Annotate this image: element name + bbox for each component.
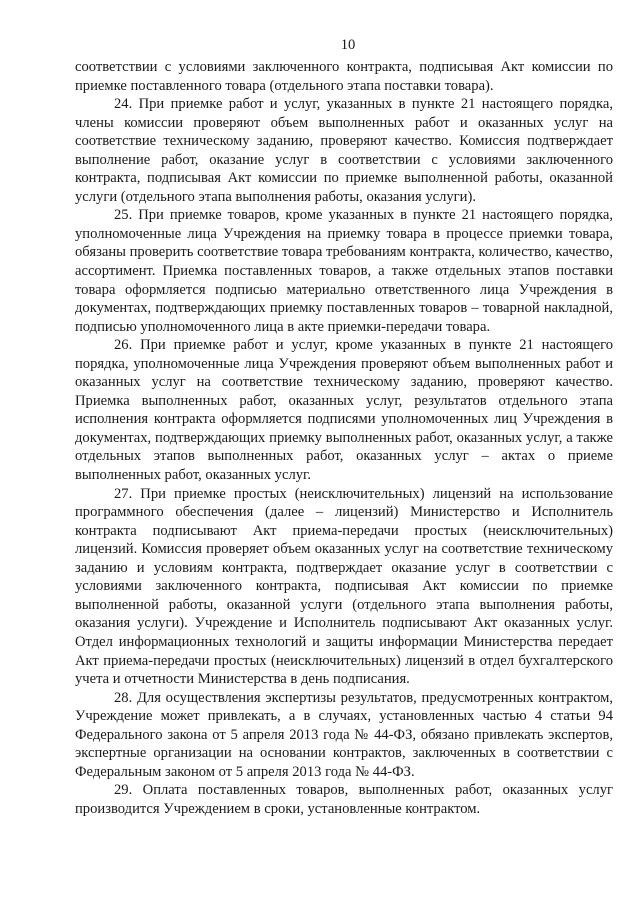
paragraph-6: 28. Для осуществления экспертизы результатов, предусмотренных контрактом, Учреждение может привлекать, а в случаях, установленных частью 4 статьи 94 Федерального закона от 5 апреля 2013 года № 44-ФЗ, обязано привлекать экспертов, экспертные организации на основании контрактов, заключенных в соответствии с Федеральным законом от 5 апреля 2013 года № 44-ФЗ. xyxy=(75,689,613,780)
paragraph-5: 27. При приемке простых (неисключительных) лицензий на использование программного обеспечения (далее – лицензий) Министерство и Исполнитель контракта подписывают Акт приема-передачи простых (неисключительных) лицензий. Комиссия проверяет объем оказанных услуг на соответствие техническому заданию и условиям контракта, подтверждает оказание услуг в соответствии с условиями заключенного контракта, подписывая Акт комиссии по приемке выполненной работы, оказанной услуги (отдельного этапа выполнения работы, оказания услуги). Учреждение и Исполнитель подписывают Акт оказанных услуг. Отдел информационных технологий и защиты информации Министерства передает Акт приема-передачи простых (неисключительных) лицензий в отдел бухгалтерского учета и отчетности Министерства в день подписания. xyxy=(75,485,613,688)
paragraph-4: 26. При приемке работ и услуг, кроме указанных в пункте 21 настоящего порядка, уполномоченные лица Учреждения проверяют объем выполненных работ и оказанных услуг на соответствие техническому заданию, проверяют качество. Приемка выполненных работ, оказанных услуг, результатов отдельного этапа исполнения контракта оформляется подписями уполномоченных лиц Учреждения в документах, подтверждающих приемку выполненных работ, оказанных услуг, а также отдельных этапов выполненных работ, оказанных услуг – актах о приеме выполненных работ, оказанных услуг. xyxy=(75,337,613,484)
page-number: 10 xyxy=(340,37,356,53)
document-body xyxy=(75,58,613,818)
paragraph-3: 25. При приемке товаров, кроме указанных в пункте 21 настоящего порядка, уполномоченные лица Учреждения на приемку товара в процессе приемки товара, обязаны проверить соответствие товара требованиям контракта, количество, качество, ассортимент. Приемка поставленных товаров, а также отдельных этапов поставки товара оформляется подписью материально ответственного лица Учреждения в документах, подтверждающих приемку поставленных товаров – товарной накладной, подписью уполномоченного лица в акте приемки-передачи товара. xyxy=(75,207,613,335)
paragraph-1: соответствии с условиями заключенного контракта, подписывая Акт комиссии по приемке поставленного товара (отдельного этапа поставки товара). xyxy=(75,59,613,94)
document-page xyxy=(75,34,613,818)
paragraph-7: 29. Оплата поставленных товаров, выполненных работ, оказанных услуг производится Учреждением в сроки, установленные контрактом. xyxy=(75,782,613,817)
paragraph-2: 24. При приемке работ и услуг, указанных в пункте 21 настоящего порядка, члены комиссии проверяют объем выполненных работ и оказанных услуг на соответствие техническому заданию, проверяют качество. Комиссия подтверждает выполнение работ, оказание услуг в соответствии с условиями заключенного контракта, подписывая Акт комиссии по приемке выполненной работы, оказанной услуги (отдельного этапа выполнения работы, оказания услуги). xyxy=(75,96,613,205)
